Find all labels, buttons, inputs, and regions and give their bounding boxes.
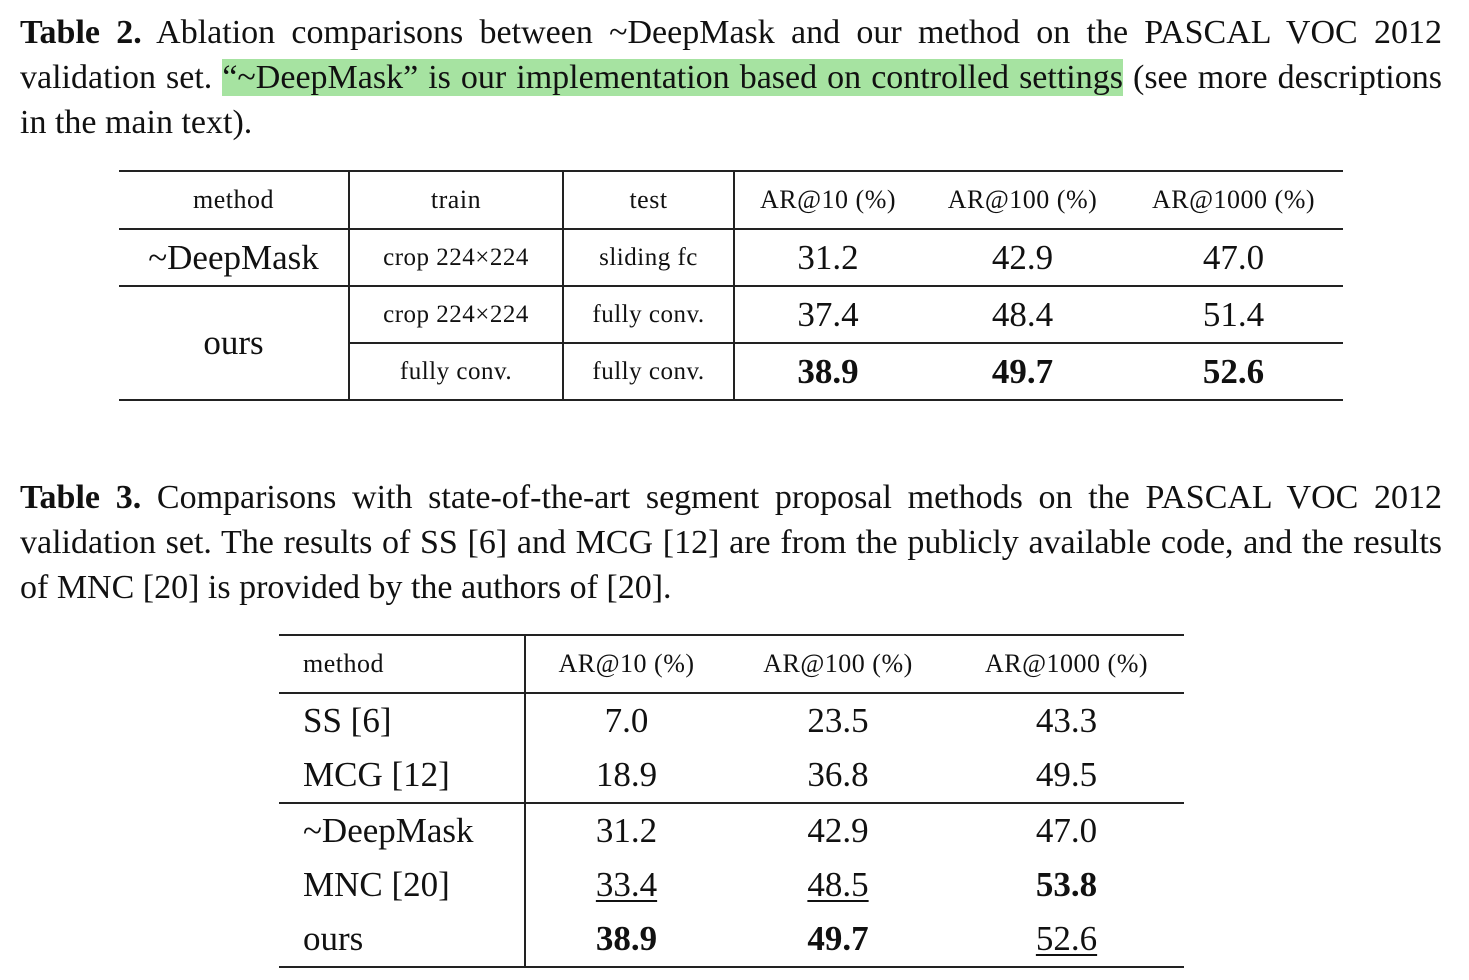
table2-header-row (119, 171, 1343, 229)
table2-header-ar10: AR@10 (%) (734, 171, 921, 229)
table-row (279, 803, 1184, 858)
table-row (279, 748, 1184, 803)
table3-cell-ar10: 31.2 (525, 803, 727, 858)
table3 (279, 634, 1184, 968)
table2-cell-method: ~DeepMask (119, 229, 349, 286)
table3-cell-ar100: 36.8 (727, 748, 949, 803)
table2-caption-text-end: (see more descriptions in the main text). (20, 59, 1442, 141)
table3-cell-ar100: 48.5 (807, 865, 869, 904)
table3-cell-ar1000: 49.5 (949, 748, 1184, 803)
table2-caption-text: Ablation comparisons between ~DeepMask and our method on the PASCAL VOC 2012 validation set. (20, 14, 1442, 96)
table3-header-row (279, 635, 1184, 693)
table3-cell-ar1000: 43.3 (1035, 701, 1098, 740)
table2-cell-test: fully conv. (563, 343, 734, 400)
table2-cell-method: ours (203, 323, 264, 362)
table-row (279, 858, 1184, 912)
table3-cell-method: ours (303, 919, 364, 958)
table2-cell-ar10: 37.4 (734, 286, 921, 343)
table2-cell-ar1000: 52.6 (1202, 351, 1265, 391)
table3-cell-ar10: 33.4 (525, 858, 727, 912)
table2-header-test: test (563, 171, 734, 229)
table2-cell-ar10: 38.9 (734, 343, 921, 400)
table3-cell-ar10: 7.0 (525, 693, 727, 748)
table-row (279, 912, 1184, 967)
table3-header-method: method (279, 635, 525, 693)
table3-cell-ar100: 42.9 (807, 811, 869, 850)
table2-cell-ar100: 48.4 (921, 286, 1124, 343)
table2-caption-highlight: “~DeepMask” is our implementation based on controlled settings (222, 59, 1123, 96)
table2-cell-ar1000: 47.0 (1124, 229, 1343, 286)
table3-cell-method: MNC [20] (303, 865, 450, 904)
table2-cell-ar1000: 51.4 (1124, 286, 1343, 343)
table3-cell-method: ~DeepMask (303, 811, 474, 850)
table2-cell-test: fully conv. (563, 286, 734, 343)
table2-cell-train: fully conv. (349, 343, 563, 400)
table2-cell-test: sliding fc (563, 229, 734, 286)
table2-cell-train: crop 224×224 (349, 286, 563, 343)
table2-cell-ar10: 31.2 (734, 229, 921, 286)
table3-cell-ar1000: 52.6 (1035, 919, 1098, 958)
table3-cell-ar1000: 53.8 (1035, 865, 1098, 904)
table2-header-ar100: AR@100 (%) (921, 171, 1124, 229)
table3-caption (20, 475, 1442, 610)
table2-header-method: method (119, 171, 349, 229)
table2-header-train: train (349, 171, 563, 229)
table2 (119, 170, 1343, 401)
table2-caption-label: Table 2. (20, 14, 142, 51)
table3-cell-ar100: 23.5 (807, 701, 869, 740)
table2-cell-train: crop 224×224 (349, 229, 563, 286)
table-row (119, 229, 1343, 286)
table3-cell-method: MCG [12] (279, 748, 525, 803)
table3-cell-ar10: 38.9 (525, 912, 727, 967)
table3-header-ar100: AR@100 (%) (727, 635, 949, 693)
table2-cell-ar100: 42.9 (921, 229, 1124, 286)
table3-cell-ar1000: 47.0 (1035, 811, 1098, 850)
table3-caption-text: Comparisons with state-of-the-art segment proposal methods on the PASCAL VOC 2012 validation set. The results of SS [6] and MCG [12] are from the publicly available code, and the results of MNC [20] is provided by the authors of [20]. (20, 479, 1442, 606)
table3-cell-method: SS [6] (303, 701, 392, 740)
table2-header-ar1000: AR@1000 (%) (1124, 171, 1343, 229)
table3-caption-label: Table 3. (20, 479, 142, 516)
table2-cell-ar100: 49.7 (991, 351, 1054, 391)
table-row (279, 693, 1184, 748)
table3-cell-ar10: 18.9 (525, 748, 727, 803)
table3-header-ar1000: AR@1000 (%) (949, 635, 1184, 693)
table3-cell-ar100: 49.7 (807, 919, 869, 958)
table2-caption (20, 10, 1442, 145)
table3-header-ar10: AR@10 (%) (525, 635, 727, 693)
table-row (119, 286, 1343, 343)
